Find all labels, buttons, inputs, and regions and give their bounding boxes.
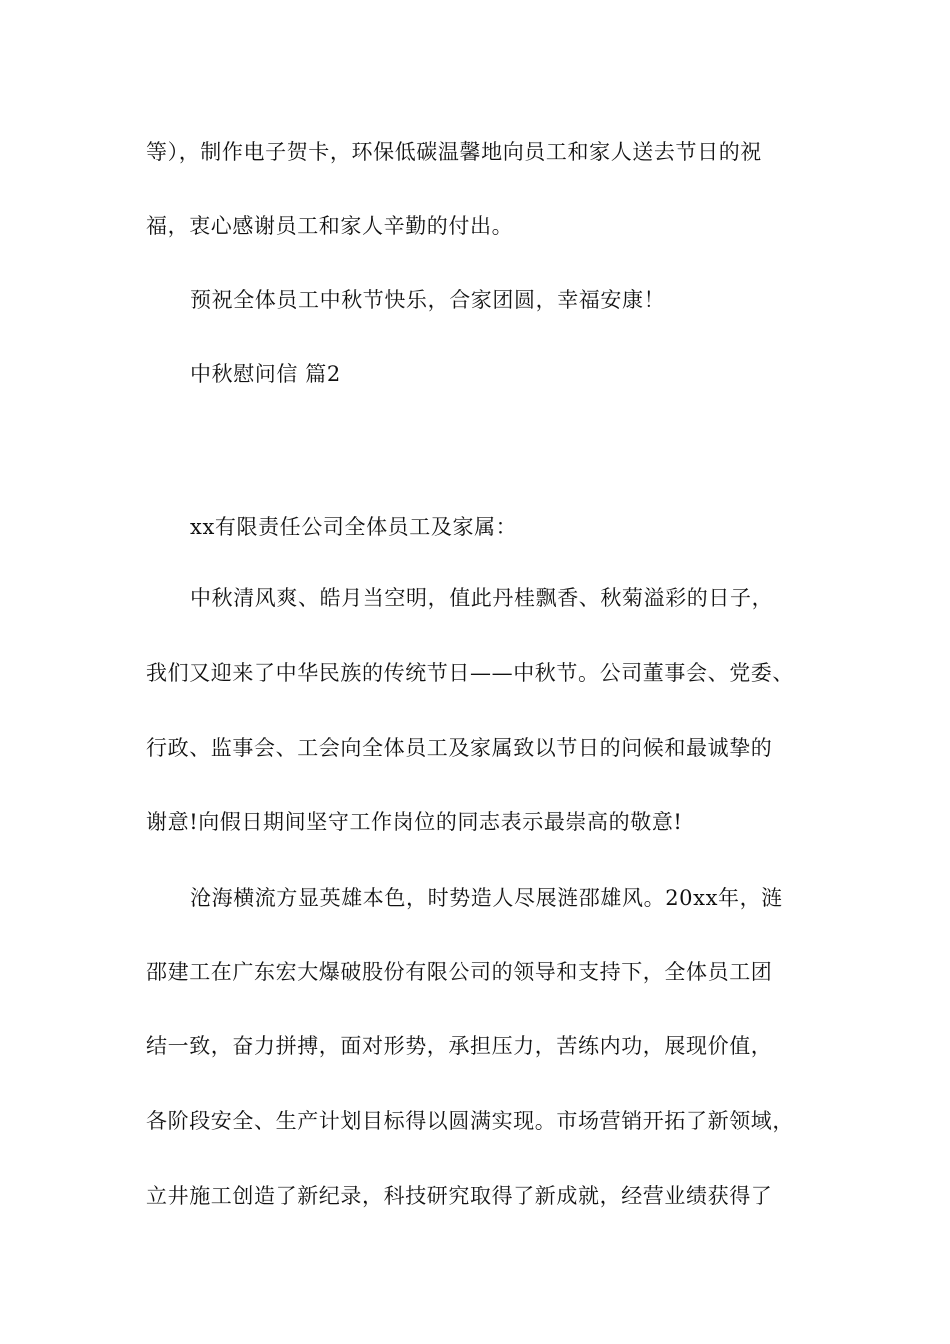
paragraph-line: 结一致，奋力拼搏，面对形势，承担压力，苦练内功，展现价值， [146,1034,773,1058]
paragraph-line: 福，衷心感谢员工和家人辛勤的付出。 [146,214,514,238]
paragraph-line: 行政、监事会、工会向全体员工及家属致以节日的问候和最诚挚的 [146,736,773,760]
paragraph-line: 邵建工在广东宏大爆破股份有限公司的领导和支持下，全体员工团 [146,960,773,984]
paragraph-line: 我们又迎来了中华民族的传统节日——中秋节。公司董事会、党委、 [146,661,794,685]
paragraph-line: 各阶段安全、生产计划目标得以圆满实现。市场营销开拓了新领域， [146,1109,794,1133]
paragraph-line: 立井施工创造了新纪录，科技研究取得了新成就，经营业绩获得了 [146,1184,773,1208]
paragraph-line: 中秋清风爽、皓月当空明，值此丹桂飘香、秋菊溢彩的日子， [190,586,774,610]
paragraph-line: 谢意!向假日期间坚守工作岗位的同志表示最崇高的敬意! [146,810,683,834]
paragraph-line: 预祝全体员工中秋节快乐，合家团圆，幸福安康！ [190,288,666,312]
paragraph-line: 等），制作电子贺卡，环保低碳温馨地向员工和家人送去节日的祝 [146,140,762,164]
paragraph-line: 沧海横流方显英雄本色，时势造人尽展涟邵雄风。20xx年，涟 [190,886,783,910]
salutation: xx有限责任公司全体员工及家属： [190,515,518,539]
section-heading: 中秋慰问信 篇2 [190,362,341,386]
